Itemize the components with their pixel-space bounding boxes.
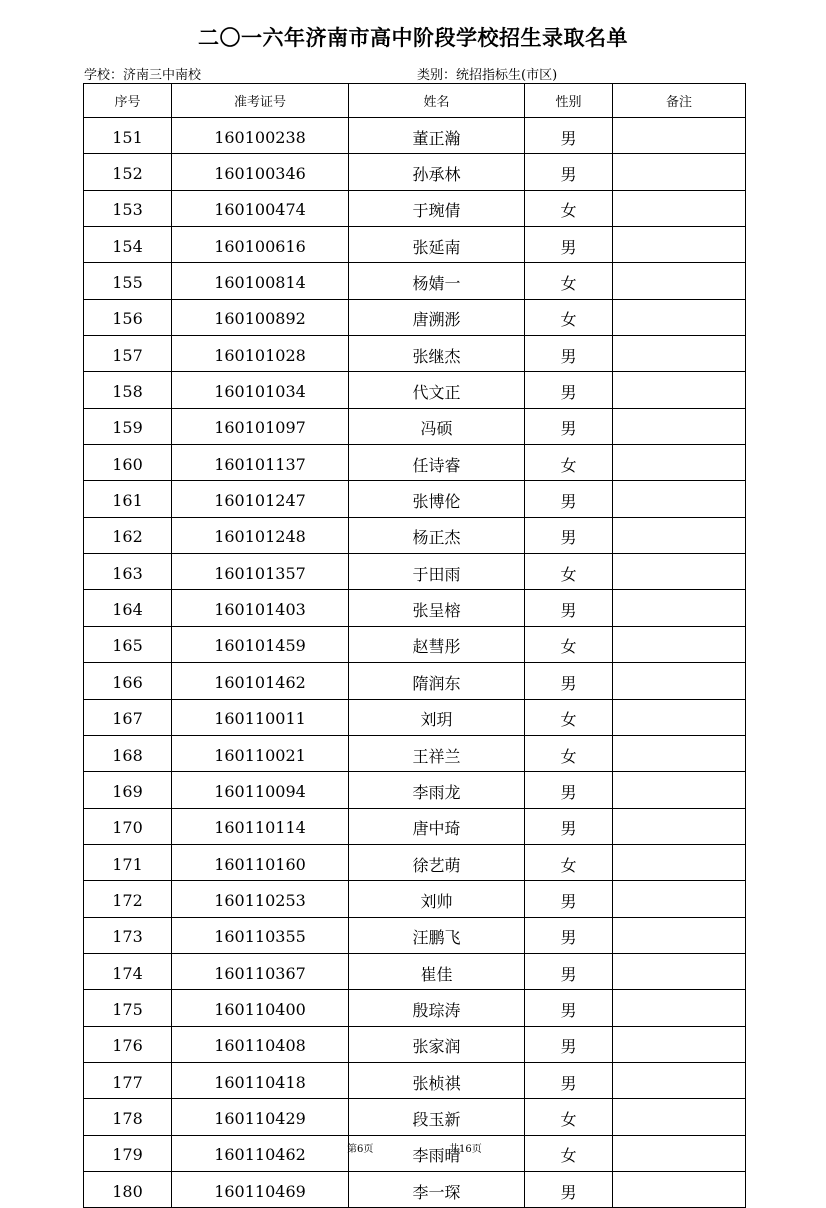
admission-table xyxy=(83,83,746,1208)
cell-index: 174 xyxy=(84,953,172,989)
cell-exam-number: 160101403 xyxy=(172,590,349,626)
cell-index: 163 xyxy=(84,554,172,590)
cell-remarks xyxy=(613,953,746,989)
cell-index: 160 xyxy=(84,445,172,481)
cell-gender: 男 xyxy=(525,1062,613,1098)
table-row xyxy=(84,590,746,626)
table-row xyxy=(84,917,746,953)
cell-name: 代文正 xyxy=(349,372,525,408)
cell-remarks xyxy=(613,844,746,880)
table-row xyxy=(84,263,746,299)
cell-index: 162 xyxy=(84,517,172,553)
cell-name: 隋润东 xyxy=(349,663,525,699)
table-row xyxy=(84,190,746,226)
table-row xyxy=(84,626,746,662)
cell-index: 173 xyxy=(84,917,172,953)
cell-index: 158 xyxy=(84,372,172,408)
cell-index: 161 xyxy=(84,481,172,517)
cell-name: 殷琮涛 xyxy=(349,990,525,1026)
cell-name: 任诗睿 xyxy=(349,445,525,481)
cell-remarks xyxy=(613,118,746,154)
cell-remarks xyxy=(613,554,746,590)
cell-exam-number: 160101462 xyxy=(172,663,349,699)
cell-remarks xyxy=(613,990,746,1026)
cell-index: 169 xyxy=(84,772,172,808)
cell-index: 168 xyxy=(84,735,172,771)
cell-name: 李雨龙 xyxy=(349,772,525,808)
cell-remarks xyxy=(613,372,746,408)
table-row xyxy=(84,1099,746,1135)
cell-exam-number: 160110355 xyxy=(172,917,349,953)
table-row xyxy=(84,663,746,699)
cell-gender: 女 xyxy=(525,844,613,880)
cell-gender: 男 xyxy=(525,118,613,154)
cell-index: 152 xyxy=(84,154,172,190)
header-name: 姓名 xyxy=(349,84,525,118)
cell-exam-number: 160101357 xyxy=(172,554,349,590)
cell-remarks xyxy=(613,917,746,953)
cell-name: 唐溯浵 xyxy=(349,299,525,335)
cell-remarks xyxy=(613,699,746,735)
cell-name: 于琬倩 xyxy=(349,190,525,226)
cell-remarks xyxy=(613,481,746,517)
cell-exam-number: 160100616 xyxy=(172,227,349,263)
cell-exam-number: 160110429 xyxy=(172,1099,349,1135)
cell-gender: 女 xyxy=(525,299,613,335)
cell-remarks xyxy=(613,626,746,662)
cell-index: 179 xyxy=(84,1135,172,1171)
header-exam-number: 准考证号 xyxy=(172,84,349,118)
cell-exam-number: 160110021 xyxy=(172,735,349,771)
cell-gender: 女 xyxy=(525,735,613,771)
table-row xyxy=(84,881,746,917)
cell-name: 崔佳 xyxy=(349,953,525,989)
cell-remarks xyxy=(613,190,746,226)
cell-gender: 女 xyxy=(525,445,613,481)
page-number: 第6页 xyxy=(347,1144,374,1155)
cell-remarks xyxy=(613,590,746,626)
cell-gender: 女 xyxy=(525,263,613,299)
cell-index: 165 xyxy=(84,626,172,662)
cell-remarks xyxy=(613,1062,746,1098)
cell-gender: 男 xyxy=(525,990,613,1026)
cell-name: 张家润 xyxy=(349,1026,525,1062)
cell-index: 159 xyxy=(84,408,172,444)
cell-exam-number: 160100238 xyxy=(172,118,349,154)
cell-name: 刘帅 xyxy=(349,881,525,917)
cell-index: 164 xyxy=(84,590,172,626)
cell-exam-number: 160110011 xyxy=(172,699,349,735)
cell-index: 170 xyxy=(84,808,172,844)
cell-gender: 男 xyxy=(525,336,613,372)
cell-gender: 男 xyxy=(525,663,613,699)
cell-remarks xyxy=(613,299,746,335)
cell-gender: 男 xyxy=(525,481,613,517)
cell-name: 于田雨 xyxy=(349,554,525,590)
header-index: 序号 xyxy=(84,84,172,118)
cell-index: 166 xyxy=(84,663,172,699)
table-row xyxy=(84,299,746,335)
table-row xyxy=(84,445,746,481)
cell-gender: 男 xyxy=(525,227,613,263)
cell-exam-number: 160101137 xyxy=(172,445,349,481)
cell-gender: 女 xyxy=(525,1135,613,1171)
cell-name: 张桢祺 xyxy=(349,1062,525,1098)
cell-index: 171 xyxy=(84,844,172,880)
cell-index: 156 xyxy=(84,299,172,335)
cell-remarks xyxy=(613,772,746,808)
cell-exam-number: 160100474 xyxy=(172,190,349,226)
cell-gender: 男 xyxy=(525,772,613,808)
cell-gender: 男 xyxy=(525,408,613,444)
cell-gender: 男 xyxy=(525,372,613,408)
cell-index: 180 xyxy=(84,1171,172,1207)
cell-index: 155 xyxy=(84,263,172,299)
cell-exam-number: 160110160 xyxy=(172,844,349,880)
header-remarks: 备注 xyxy=(613,84,746,118)
cell-name: 董正瀚 xyxy=(349,118,525,154)
cell-index: 151 xyxy=(84,118,172,154)
cell-remarks xyxy=(613,1135,746,1171)
cell-exam-number: 160110408 xyxy=(172,1026,349,1062)
cell-remarks xyxy=(613,227,746,263)
cell-gender: 男 xyxy=(525,590,613,626)
cell-remarks xyxy=(613,154,746,190)
table-row xyxy=(84,1135,746,1171)
cell-index: 167 xyxy=(84,699,172,735)
table-row xyxy=(84,772,746,808)
cell-exam-number: 160101028 xyxy=(172,336,349,372)
cell-remarks xyxy=(613,881,746,917)
cell-index: 157 xyxy=(84,336,172,372)
cell-remarks xyxy=(613,263,746,299)
cell-name: 张博伦 xyxy=(349,481,525,517)
table-row xyxy=(84,1171,746,1207)
table-row xyxy=(84,990,746,1026)
table-row xyxy=(84,336,746,372)
page-total: 共16页 xyxy=(449,1144,482,1155)
cell-exam-number: 160101097 xyxy=(172,408,349,444)
cell-name: 张延南 xyxy=(349,227,525,263)
cell-remarks xyxy=(613,808,746,844)
cell-name: 汪鹏飞 xyxy=(349,917,525,953)
cell-exam-number: 160110418 xyxy=(172,1062,349,1098)
table-row xyxy=(84,953,746,989)
cell-name: 徐艺萌 xyxy=(349,844,525,880)
table-row xyxy=(84,699,746,735)
cell-index: 153 xyxy=(84,190,172,226)
table-row xyxy=(84,517,746,553)
cell-remarks xyxy=(613,336,746,372)
cell-remarks xyxy=(613,517,746,553)
header-gender: 性别 xyxy=(525,84,613,118)
cell-index: 175 xyxy=(84,990,172,1026)
cell-index: 176 xyxy=(84,1026,172,1062)
page-title: 二〇一六年济南市高中阶段学校招生录取名单 xyxy=(198,26,628,50)
cell-name: 杨婧一 xyxy=(349,263,525,299)
cell-remarks xyxy=(613,1171,746,1207)
cell-remarks xyxy=(613,735,746,771)
cell-exam-number: 160110462 xyxy=(172,1135,349,1171)
table-row xyxy=(84,408,746,444)
cell-gender: 女 xyxy=(525,554,613,590)
table-header-row xyxy=(84,84,746,118)
cell-name: 张继杰 xyxy=(349,336,525,372)
school-label: 学校：济南三中南校 xyxy=(84,68,202,83)
cell-exam-number: 160101248 xyxy=(172,517,349,553)
cell-gender: 女 xyxy=(525,1099,613,1135)
cell-name: 孙承林 xyxy=(349,154,525,190)
cell-gender: 女 xyxy=(525,190,613,226)
cell-exam-number: 160110094 xyxy=(172,772,349,808)
table-row xyxy=(84,844,746,880)
cell-name: 段玉新 xyxy=(349,1099,525,1135)
cell-exam-number: 160110469 xyxy=(172,1171,349,1207)
cell-index: 172 xyxy=(84,881,172,917)
cell-exam-number: 160101247 xyxy=(172,481,349,517)
cell-exam-number: 160101034 xyxy=(172,372,349,408)
cell-remarks xyxy=(613,1026,746,1062)
cell-gender: 女 xyxy=(525,699,613,735)
cell-name: 王祥兰 xyxy=(349,735,525,771)
cell-index: 178 xyxy=(84,1099,172,1135)
cell-remarks xyxy=(613,1099,746,1135)
cell-index: 154 xyxy=(84,227,172,263)
cell-gender: 男 xyxy=(525,154,613,190)
cell-exam-number: 160100346 xyxy=(172,154,349,190)
cell-exam-number: 160101459 xyxy=(172,626,349,662)
table-row xyxy=(84,154,746,190)
cell-name: 刘玥 xyxy=(349,699,525,735)
cell-name: 杨正杰 xyxy=(349,517,525,553)
cell-exam-number: 160100814 xyxy=(172,263,349,299)
table-row xyxy=(84,227,746,263)
cell-gender: 男 xyxy=(525,917,613,953)
cell-remarks xyxy=(613,445,746,481)
category-label: 类别：统招指标生(市区) xyxy=(417,68,558,83)
table-row xyxy=(84,1062,746,1098)
cell-name: 赵彗彤 xyxy=(349,626,525,662)
table-row xyxy=(84,118,746,154)
cell-gender: 男 xyxy=(525,1026,613,1062)
cell-exam-number: 160110400 xyxy=(172,990,349,1026)
cell-gender: 女 xyxy=(525,626,613,662)
cell-exam-number: 160100892 xyxy=(172,299,349,335)
cell-exam-number: 160110367 xyxy=(172,953,349,989)
cell-name: 张呈榕 xyxy=(349,590,525,626)
table-row xyxy=(84,481,746,517)
cell-gender: 男 xyxy=(525,881,613,917)
table-row xyxy=(84,554,746,590)
table-row xyxy=(84,372,746,408)
cell-name: 唐中琦 xyxy=(349,808,525,844)
table-row xyxy=(84,808,746,844)
cell-gender: 男 xyxy=(525,808,613,844)
table-row xyxy=(84,735,746,771)
cell-gender: 男 xyxy=(525,517,613,553)
cell-name: 李一琛 xyxy=(349,1171,525,1207)
cell-index: 177 xyxy=(84,1062,172,1098)
cell-exam-number: 160110253 xyxy=(172,881,349,917)
table-row xyxy=(84,1026,746,1062)
cell-gender: 男 xyxy=(525,953,613,989)
cell-name: 李雨晴 xyxy=(349,1135,525,1171)
cell-remarks xyxy=(613,663,746,699)
cell-gender: 男 xyxy=(525,1171,613,1207)
cell-exam-number: 160110114 xyxy=(172,808,349,844)
cell-remarks xyxy=(613,408,746,444)
cell-name: 冯硕 xyxy=(349,408,525,444)
